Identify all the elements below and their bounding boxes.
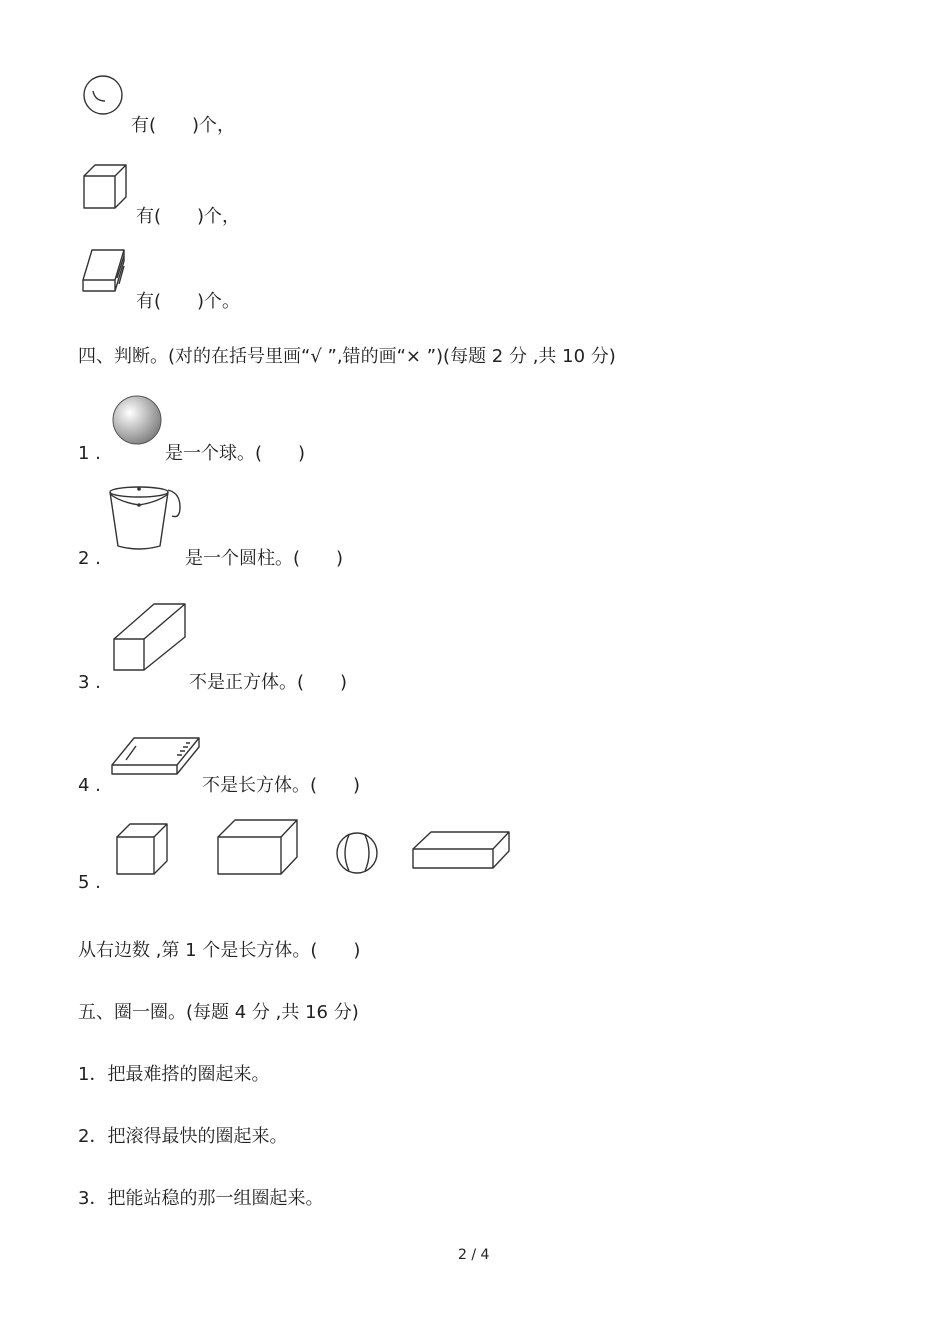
judge-item-2-number: 2 . bbox=[78, 548, 101, 569]
cuboid-icon bbox=[216, 818, 302, 878]
section4-heading: 四、判断。(对的在括号里画“√ ”,错的画“× ”)(每题 2 分 ,共 10 分) bbox=[78, 346, 616, 367]
ball-icon bbox=[112, 395, 164, 447]
section5-heading: 五、圈一圈。(每题 4 分 ,共 16 分) bbox=[78, 1002, 359, 1023]
circle-item-2: 2．把滚得最快的圈起来。 bbox=[78, 1126, 288, 1147]
cube-icon bbox=[115, 822, 173, 878]
count-line-box: 有( )个。 bbox=[136, 291, 241, 312]
page-number: 2 / 4 bbox=[458, 1247, 490, 1263]
judge-item-3-text: 不是正方体。( ) bbox=[189, 672, 348, 693]
flat-cuboid-icon bbox=[411, 830, 513, 872]
judge-item-4-text: 不是长方体。( ) bbox=[202, 775, 361, 796]
count-line-cube: 有( )个， bbox=[136, 206, 241, 227]
thin-box-icon bbox=[82, 248, 130, 296]
circle-item-1: 1．把最难搭的圈起来。 bbox=[78, 1064, 270, 1085]
judge-item-3-number: 3 . bbox=[78, 672, 101, 693]
circle-icon bbox=[82, 74, 128, 120]
count-line-circle: 有( )个， bbox=[131, 115, 236, 136]
judge-item-5-statement: 从右边数 ,第 1 个是长方体。( ) bbox=[78, 940, 361, 961]
judge-item-4-number: 4 . bbox=[78, 775, 101, 796]
judge-item-1-number: 1 . bbox=[78, 443, 101, 464]
judge-item-1-text: 是一个球。( ) bbox=[165, 443, 306, 464]
book-icon bbox=[110, 736, 205, 781]
judge-item-5-number: 5 . bbox=[78, 872, 101, 893]
bucket-icon bbox=[108, 485, 188, 555]
long-cuboid-icon bbox=[112, 602, 192, 674]
ball-icon bbox=[336, 830, 382, 876]
cube-icon bbox=[83, 163, 133, 213]
judge-item-2-text: 是一个圆柱。( ) bbox=[185, 548, 344, 569]
circle-item-3: 3．把能站稳的那一组圈起来。 bbox=[78, 1188, 324, 1209]
